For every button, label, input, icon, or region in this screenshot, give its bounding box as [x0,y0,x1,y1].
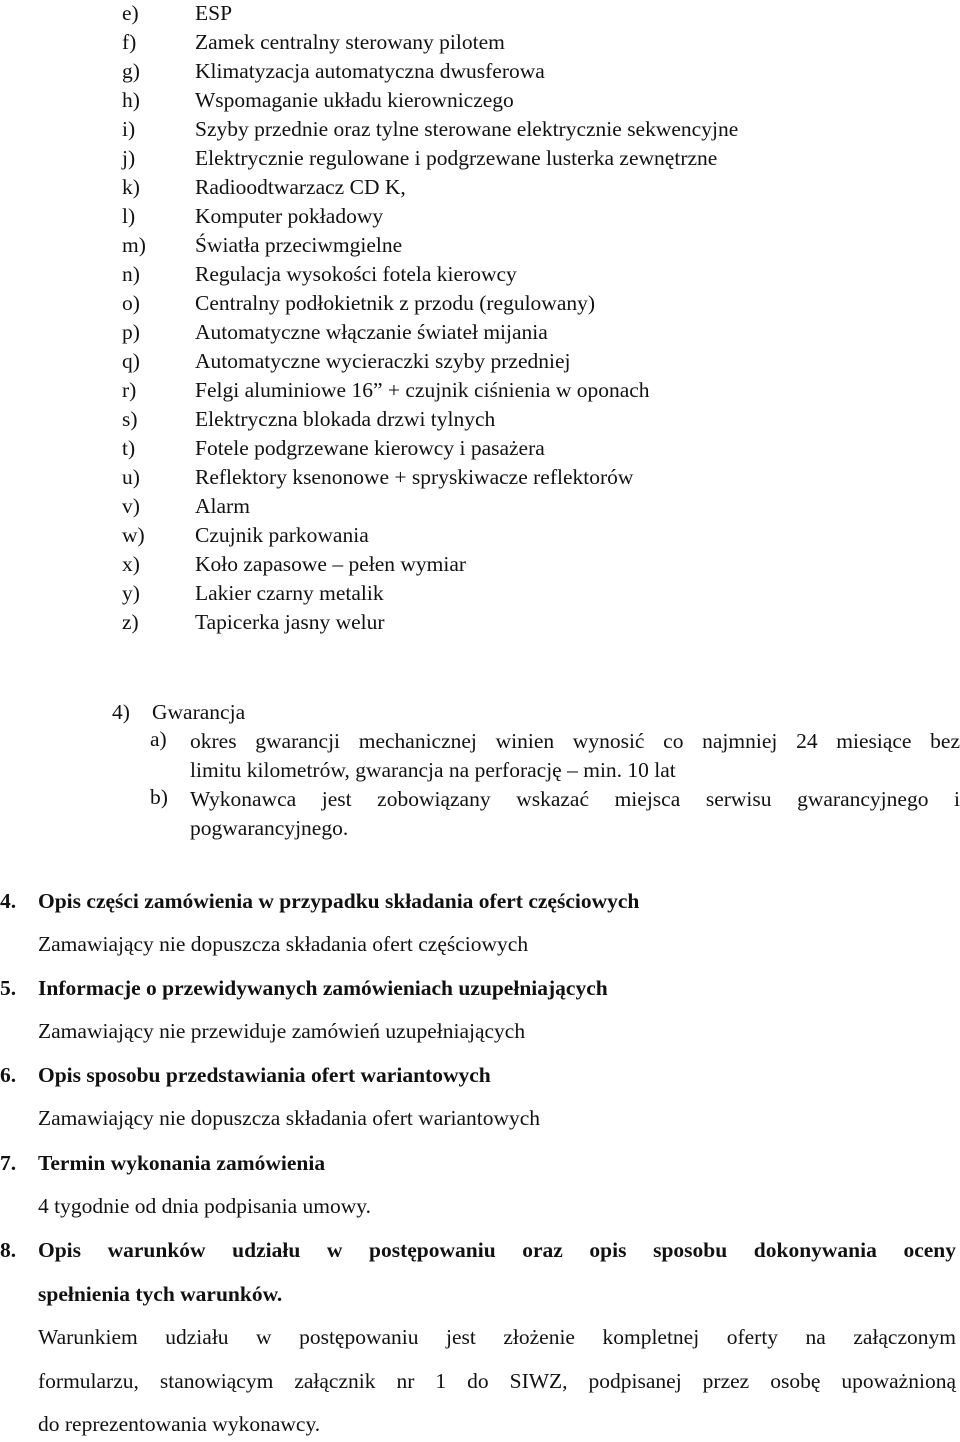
list-marker: y) [122,581,140,605]
list-item-text: Automatyczne włączanie świateł mijania [195,320,548,344]
list-marker: e) [122,1,139,25]
section-body: Zamawiający nie dopuszcza składania ofert wariantowych [38,1106,541,1130]
list-item-text: Regulacja wysokości fotela kierowcy [195,262,517,286]
list-item-text: Elektrycznie regulowane i podgrzewane lusterka zewnętrzne [195,146,718,170]
list-marker: l) [122,204,136,228]
list-item [122,115,738,144]
list-marker: z) [122,610,139,634]
section-heading [0,1149,960,1178]
section-body: Zamawiający nie dopuszcza składania ofert częściowych [38,932,529,956]
section-title-continued: spełnienia tych warunków. [38,1282,283,1306]
list-item-text: Czujnik parkowania [195,523,369,547]
list-item-text: Wspomaganie układu kierowniczego [195,88,514,112]
list-item-text: Szyby przednie oraz tylne sterowane elektrycznie sekwencyjne [195,117,739,141]
section-body: Zamawiający nie przewiduje zamówień uzupełniających [38,1019,526,1043]
warranty-title: Gwarancja [152,700,246,724]
list-item-text: Centralny podłokietnik z przodu (regulowany) [195,291,596,315]
list-item [122,521,738,550]
list-item [122,608,738,637]
section-heading [0,887,960,916]
list-marker: q) [122,349,140,373]
section-number: 6. [0,1063,17,1087]
section-body: 4 tygodnie od dnia podpisania umowy. [38,1194,372,1218]
list-marker: f) [122,30,137,54]
list-item-text: Klimatyzacja automatyczna dwusferowa [195,59,545,83]
list-item [122,86,738,115]
list-marker: b) [150,785,168,809]
warranty-item-a-line2: limitu kilometrów, gwarancja na perforację – min. 10 lat [190,758,676,782]
list-item-text: Światła przeciwmgielne [195,233,403,257]
list-marker: k) [122,175,140,199]
list-item [122,28,738,57]
list-item [122,57,738,86]
list-item [122,0,738,28]
list-item [122,550,738,579]
list-marker: n) [122,262,140,286]
list-marker: a) [150,727,167,751]
warranty-marker: 4) [112,700,130,724]
section-body-line: Warunkiem udziału w postępowaniu jest złożenie kompletnej oferty na załączonym [38,1325,956,1349]
list-marker: p) [122,320,140,344]
list-item-text: Elektryczna blokada drzwi tylnych [195,407,496,431]
section-title: Opis warunków udziału w postępowaniu oraz opis sposobu dokonywania oceny [38,1238,956,1262]
section-number: 8. [0,1238,17,1262]
list-item [122,405,738,434]
list-item-text: Koło zapasowe – pełen wymiar [195,552,467,576]
warranty-item-b [112,785,960,843]
list-item [122,144,738,173]
list-marker: r) [122,378,137,402]
list-item-text: Alarm [195,494,250,518]
list-item-text: Lakier czarny metalik [195,581,384,605]
warranty-item-b-line1: Wykonawca jest zobowiązany wskazać miejsca serwisu gwarancyjnego i [190,787,960,811]
list-item [122,492,738,521]
list-item [122,173,738,202]
warranty-item-a [112,727,960,785]
section-title: Informacje o przewidywanych zamówieniach uzupełniających [38,976,608,1000]
list-marker: w) [122,523,145,547]
warranty-item-b-line2: pogwarancyjnego. [190,816,349,840]
list-item-text: Reflektory ksenonowe + spryskiwacze reflektorów [195,465,634,489]
list-marker: s) [122,407,138,431]
list-marker: v) [122,494,140,518]
list-item-text: Zamek centralny sterowany pilotem [195,30,505,54]
list-item [122,463,738,492]
list-marker: o) [122,291,140,315]
list-marker: u) [122,465,140,489]
section-number: 5. [0,976,17,1000]
list-item [122,260,738,289]
list-marker: m) [122,233,146,257]
list-item [122,289,738,318]
warranty-section [112,698,960,843]
section-title: Opis części zamówienia w przypadku składania ofert częściowych [38,889,640,913]
section-title: Opis sposobu przedstawiania ofert wariantowych [38,1063,491,1087]
equipment-list [122,0,738,637]
list-marker: t) [122,436,136,460]
warranty-item-a-line1: okres gwarancji mechanicznej winien wynosić co najmniej 24 miesiące bez [190,729,960,753]
list-item-text: ESP [195,1,233,25]
section-number: 7. [0,1151,17,1175]
section-body-line: do reprezentowania wykonawcy. [38,1412,321,1436]
section-number: 4. [0,889,17,913]
section-body-line: formularzu, stanowiącym załącznik nr 1 do SIWZ, podpisanej przez osobę upoważnioną [38,1369,956,1393]
list-item-text: Radioodtwarzacz CD K, [195,175,406,199]
list-marker: x) [122,552,140,576]
list-marker: i) [122,117,136,141]
section-heading [0,974,960,1003]
list-item-text: Felgi aluminiowe 16” + czujnik ciśnienia w oponach [195,378,650,402]
list-item-text: Automatyczne wycieraczki szyby przedniej [195,349,571,373]
list-marker: j) [122,146,136,170]
section-title: Termin wykonania zamówienia [38,1151,326,1175]
section-heading [0,1061,960,1090]
list-item [122,231,738,260]
list-item-text: Komputer pokładowy [195,204,384,228]
list-item [122,318,738,347]
list-item [122,376,738,405]
list-item [122,202,738,231]
list-item [122,347,738,376]
list-item [122,579,738,608]
warranty-heading [112,698,960,727]
list-item [122,434,738,463]
list-item-text: Fotele podgrzewane kierowcy i pasażera [195,436,545,460]
section-heading [0,1236,960,1265]
list-marker: h) [122,88,140,112]
list-item-text: Tapicerka jasny welur [195,610,385,634]
list-marker: g) [122,59,140,83]
